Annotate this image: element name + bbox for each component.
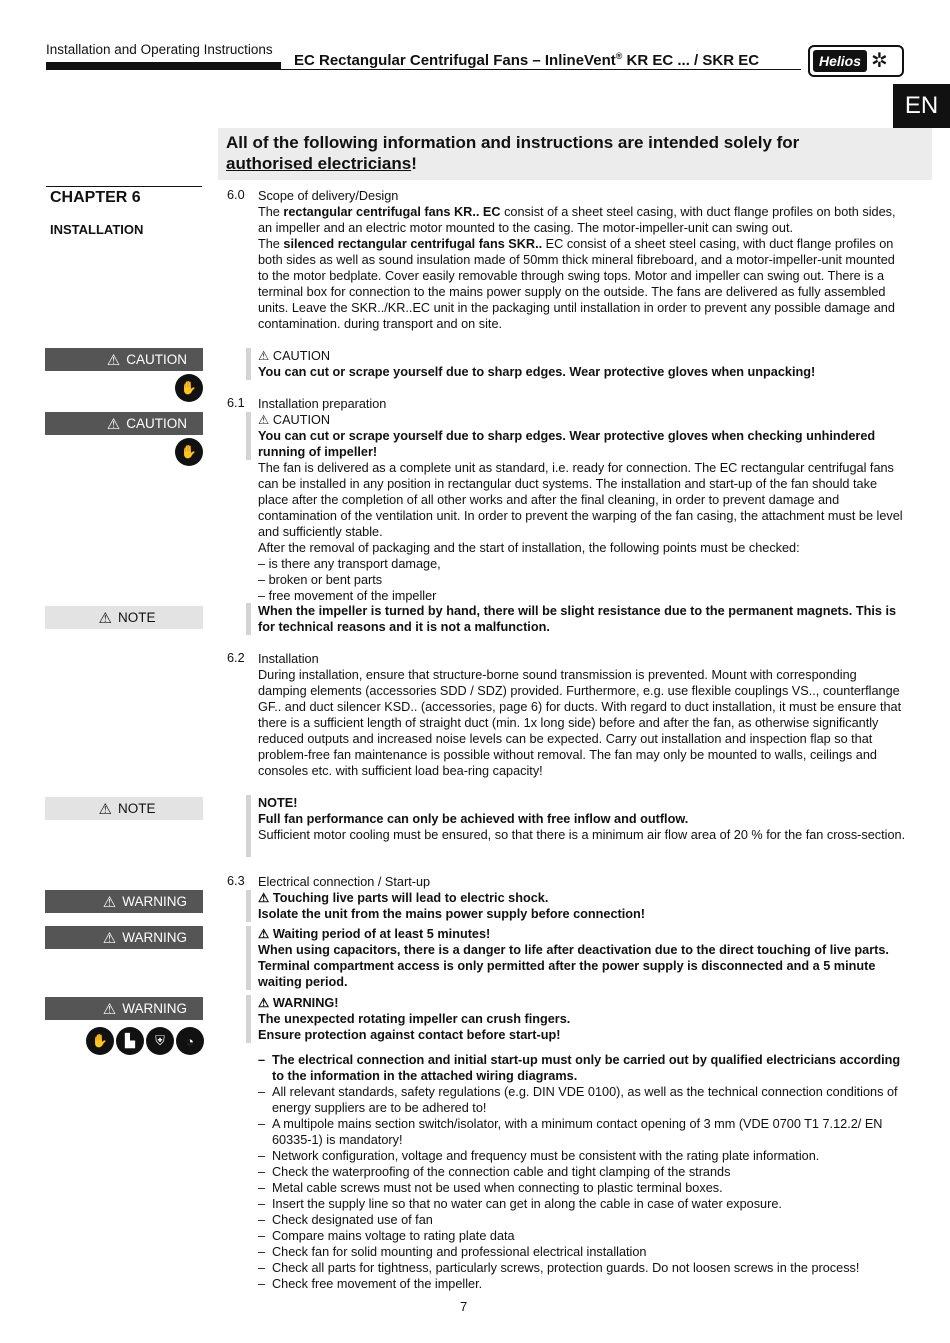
warning-triangle-icon: ⚠ [258, 349, 273, 363]
paragraph: The fan is delivered as a complete unit as standard, i.e. ready for connection. The EC rectangular centrifugal fans can be installed in any position in rectangular duct systems. The installation and start-up of the fan should take place after the completion of all other works and after the final cleaning, in order to prevent damage and contamination of the ventilation unit. In order to prevent the warping of the fan casing, the attachment must be level and sufficiently stable. [258, 461, 903, 539]
note-bar [246, 926, 251, 990]
section-6-2 [258, 651, 908, 779]
caution-label: ⚠ CAUTION [45, 412, 203, 435]
caution-box: ⚠ CAUTION You can cut or scrape yourself due to sharp edges. Wear protective gloves when unpacking! [258, 349, 816, 379]
warning-triangle-icon: ⚠ [98, 609, 112, 627]
banner-line1: All of the following information and instructions are intended solely for [226, 133, 800, 152]
paragraph: The silenced rectangular centrifugal fans SKR.. EC consist of a sheet steel casing, with duct flange profiles on both sides as well as sound insulation made of 50mm thick mineral fibreboard, and a motor-impeller-unit mounted to the motor bedplate. Cover easily removable through swing tops. Motor and impeller can swing out. There is a terminal box for connection to the mains power supply on the outside. The fans are delivered as fully assembled units. Leave the SKR../KR..EC unit in the packaging until installation in order to prevent any possible damage and contamination. during transport and on site. [258, 237, 895, 331]
section-number: 6.0 [227, 188, 245, 202]
note-box: NOTE! Full fan performance can only be achieved with free inflow and outflow. Sufficient motor cooling must be ensured, so that there is a minimum air flow area of 20 % for the fan cross-section. [258, 796, 906, 842]
note-label: ⚠ NOTE [45, 797, 203, 820]
warning-triangle-icon: ⚠ [106, 415, 121, 433]
list-item: – Compare mains voltage to rating plate data [258, 1228, 908, 1244]
section-title: Scope of delivery/Design [258, 189, 399, 203]
list-item: – is there any transport damage, [258, 557, 441, 571]
warning-triangle-icon: ⚠ [258, 413, 273, 427]
chapter-title: CHAPTER 6 [50, 189, 141, 206]
chapter-subtitle: INSTALLATION [50, 222, 144, 237]
fan-icon: ✲ [871, 50, 888, 72]
list-item: – Check the waterproofing of the connection cable and tight clamping of the strands [258, 1164, 908, 1180]
warning-triangle-icon: ⚠ [102, 929, 117, 947]
protective-clothing-icon: ⛨ [146, 1027, 174, 1055]
warning-label: ⚠ WARNING [45, 890, 203, 913]
paragraph: After the removal of packaging and the start of installation, the following points must be checked: [258, 541, 800, 555]
list-item: – Check designated use of fan [258, 1212, 908, 1228]
list-item: – Network configuration, voltage and frequency must be consistent with the rating plate information. [258, 1148, 908, 1164]
note-bar [246, 890, 251, 922]
paragraph: The rectangular centrifugal fans KR.. EC consist of a sheet steel casing, with duct flange profiles on both sides, an impeller and an electric motor mounted to the casing. The motor-impeller-unit can swing out. [258, 205, 896, 235]
warning-box: ⚠ WARNING! The unexpected rotating impeller can crush fingers. Ensure protection against contact before start-up! [258, 996, 571, 1042]
warning-label: ⚠ WARNING [45, 997, 203, 1020]
header-bar [46, 62, 281, 70]
note-bar [246, 348, 251, 380]
section-title: Installation [258, 652, 319, 666]
warning-triangle-icon: ⚠ [102, 893, 117, 911]
list-item: – broken or bent parts [258, 573, 383, 587]
note-bar [246, 412, 251, 460]
gloves-icon: ✋ [86, 1027, 114, 1055]
connection-checklist [258, 1052, 908, 1292]
paragraph: During installation, ensure that structure-borne sound transmission is prevented. Mount with corresponding damping elements (accessories SDD / SDZ) provided. Furthermore, e.g. use flexible couplings VS.., counterflange GF.. and duct silencer KSD.. (accessories, page 6) for ducts. With regard to duct installation, it must be ensure that there is a sufficient length of straight duct (min. 1x long side) before and after the fan, as otherwise significantly reduced outputs and increased noise levels can be expected. Carry out installation and inspection flap so that problem-free fan maintenance is possible without removal. The fan may only be mounted to walls, ceilings and consoles etc. with sufficient load bea-ring capacity! [258, 668, 902, 778]
list-item: – Check all parts for tightness, particularly screws, protection guards. Do not loosen screws in the process! [258, 1260, 908, 1276]
section-6-1: Installation preparation ⚠ CAUTION You can cut or scrape yourself due to sharp edges. Wear protective gloves when checking unhindered running of impeller! The fan is delivered as a complete unit as standard, i.e. ready for connection. The EC rectangular centrifugal fans can be installed in any position in rectangular duct systems. The installation and start-up of the fan should take place after the completion of all other works and after the final cleaning, in order to prevent damage and contamination of the ventilation unit. In order to prevent the warping of the fan casing, the attachment must be level and sufficiently stable. After the removal of packaging and the start of installation, the following points must be checked: – is there any transport damage, – broken or bent parts – free movement of the impeller [258, 396, 908, 604]
language-tab: EN [893, 84, 950, 128]
note-label: ⚠ NOTE [45, 606, 203, 629]
header-rule [281, 69, 801, 70]
safety-boots-icon: ▙ [116, 1027, 144, 1055]
list-item: – The electrical connection and initial start-up must only be carried out by qualified electricians according to the information in the attached wiring diagrams. [258, 1052, 908, 1084]
warning-triangle-icon: ⚠ [258, 891, 273, 905]
section-number: 6.2 [227, 651, 245, 665]
note-bar [246, 795, 251, 857]
gloves-icon: ✋ [175, 438, 203, 466]
warning-triangle-icon: ⚠ [106, 351, 121, 369]
list-item: – free movement of the impeller [258, 589, 437, 603]
warning-triangle-icon: ⚠ [258, 996, 273, 1010]
section-number: 6.1 [227, 396, 245, 410]
gloves-icon: ✋ [175, 374, 203, 402]
helios-logo [808, 45, 904, 77]
hearing-protection-icon: ◔ [176, 1027, 204, 1055]
warning-triangle-icon: ⚠ [102, 1000, 117, 1018]
caution-label: ⚠ CAUTION [45, 348, 203, 371]
section-title: Electrical connection / Start-up [258, 875, 431, 889]
note-bar [246, 995, 251, 1043]
note-box: When the impeller is turned by hand, there will be slight resistance due to the permanent magnets. This is for technical reasons and it is not a malfunction. [258, 604, 897, 634]
electricians-banner [218, 128, 932, 180]
chapter-rule [46, 186, 202, 187]
section-number: 6.3 [227, 874, 245, 888]
warning-triangle-icon: ⚠ [98, 800, 112, 818]
banner-line2: authorised electricians! [226, 154, 417, 173]
list-item: – Check free movement of the impeller. [258, 1276, 908, 1292]
page-number: 7 [460, 1299, 468, 1314]
warning-box: ⚠ Waiting period of at least 5 minutes! When using capacitors, there is a danger to life after deactivation due to the direct touching of live parts. Terminal compartment access is only permitted after the power supply is disconnected and a 5 minute waiting period. [258, 927, 889, 989]
list-item: – Metal cable screws must not be used when connecting to plastic terminal boxes. [258, 1180, 908, 1196]
list-item: – Insert the supply line so that no water can get in along the cable in case of water exposure. [258, 1196, 908, 1212]
header-doc-type: Installation and Operating Instructions [46, 42, 273, 57]
note-bar [246, 603, 251, 635]
section-title: Installation preparation [258, 397, 387, 411]
warning-label: ⚠ WARNING [45, 926, 203, 949]
header-title: EC Rectangular Centrifugal Fans – InlineVent® KR EC ... / SKR EC [294, 51, 760, 69]
list-item: – Check fan for solid mounting and professional electrical installation [258, 1244, 908, 1260]
list-item: – A multipole mains section switch/isolator, with a minimum contact opening of 3 mm (VDE 0700 T1 7.12.2/ EN 60335-1) is mandatory! [258, 1116, 908, 1148]
logo-text: Helios [813, 50, 867, 72]
section-6-0 [258, 188, 908, 332]
list-item: – All relevant standards, safety regulations (e.g. DIN VDE 0100), as well as the technical connection conditions of energy suppliers are to be adhered to! [258, 1084, 908, 1116]
warning-triangle-icon: ⚠ [258, 927, 273, 941]
warning-box: ⚠ Touching live parts will lead to electric shock. Isolate the unit from the mains power supply before connection! [258, 891, 646, 921]
